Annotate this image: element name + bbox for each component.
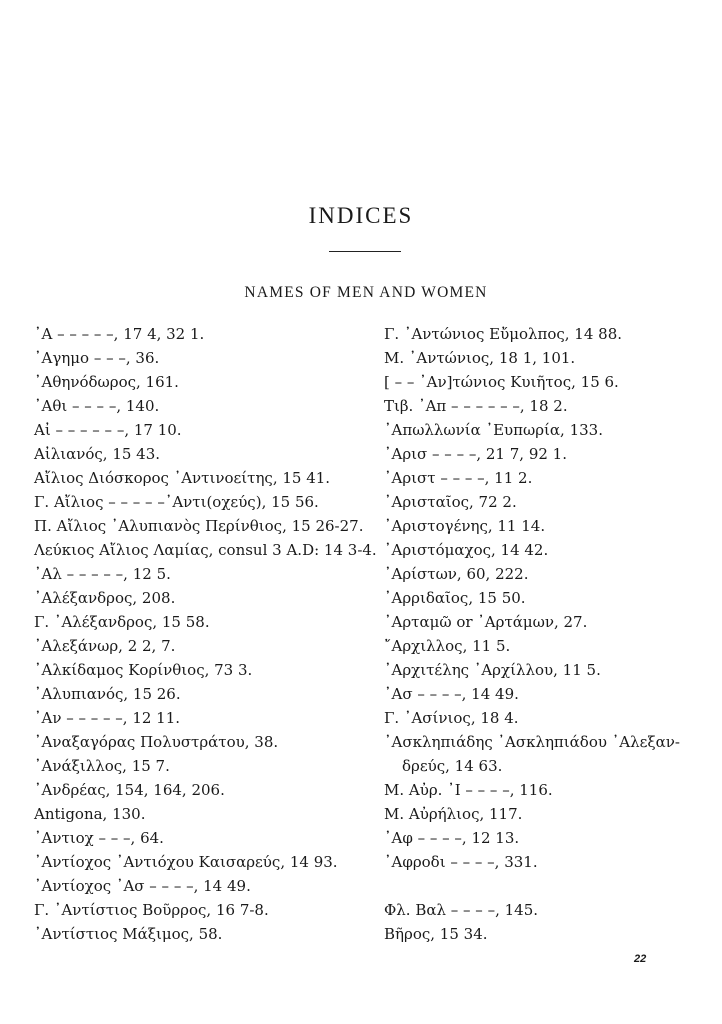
index-entry: ᾿Απωλλωνία ᾿Ευπωρία, 133.: [384, 421, 603, 439]
index-entry: ᾿Αντίοχος ᾿Αντιόχου Καισαρεύς, 14 93.: [34, 853, 338, 871]
index-entry: ᾿Ανάξιλλος, 15 7.: [34, 757, 170, 775]
index-entry: Φλ. Βαλ – – – –, 145.: [384, 901, 539, 919]
page-title: INDICES: [308, 203, 414, 228]
index-column-left: [34, 322, 377, 946]
index-entry: Βῆρος, 15 34.: [384, 925, 488, 943]
section-heading: NAMES OF MEN AND WOMEN: [244, 284, 488, 301]
index-column-right: [384, 322, 704, 946]
index-entry: ᾿Ασ – – – –, 14 49.: [384, 685, 519, 703]
index-entry: ᾿Αν – – – – –, 12 11.: [34, 709, 181, 727]
index-entry: ᾿Αρίστων, 60, 222.: [384, 565, 529, 583]
index-entry: Γ. ᾿Αλέξανδρος, 15 58.: [34, 613, 210, 631]
index-entry: ᾿Ασκληπιάδης ᾿Ασκληπιάδου ᾿Αλεξαν-: [384, 733, 680, 751]
index-entry: Π. Αἴλιος ᾿Αλυπιανὸς Περίνθιος, 15 26-27.: [34, 517, 364, 535]
index-entry: ᾿Αριστόμαχος, 14 42.: [384, 541, 549, 559]
index-entry: ῎Αρχιλλος, 11 5.: [384, 637, 511, 655]
index-entry: Μ. Αὐρήλιος, 117.: [384, 805, 523, 823]
index-entry: ᾿Αλκίδαμος Κορίνθιος, 73 3.: [34, 661, 253, 679]
index-entry: ᾿Αλεξάνωρ, 2 2, 7.: [34, 637, 176, 655]
index-entry: ᾿Αλέξανδρος, 208.: [34, 589, 176, 607]
index-entry: Γ. ᾿Αντώνιος Εὔμολπος, 14 88.: [384, 325, 623, 343]
index-entry: ᾿Αριστ – – – –, 11 2.: [384, 469, 533, 487]
index-entry: ᾿Αγημο – – –, 36.: [34, 349, 160, 367]
index-entry: ᾿Α – – – – –, 17 4, 32 1.: [34, 325, 205, 343]
index-entry: ᾿Αρχιτέλης ᾿Αρχίλλου, 11 5.: [384, 661, 601, 679]
index-entry: Λεύκιος Αἴλιος Λαμίας, consul 3 A.D: 14 3-4.: [34, 541, 377, 559]
index-entry: ᾿Αρισταῖος, 72 2.: [384, 493, 517, 511]
page-number: 22: [634, 953, 647, 965]
index-entry: ᾿Αναξαγόρας Πολυστράτου, 38.: [34, 733, 279, 751]
index-entry: Antigona, 130.: [34, 805, 146, 823]
index-entry: ᾿Αφροδι – – – –, 331.: [384, 853, 538, 871]
index-entry: ᾿Αλυπιανός, 15 26.: [34, 685, 181, 703]
index-entry: ᾿Αντίοχος ᾿Ασ – – – –, 14 49.: [34, 877, 251, 895]
index-entry: Αἴλιος Διόσκορος ᾿Αντινοείτης, 15 41.: [34, 469, 331, 487]
index-entry: ᾿Αλ – – – – –, 12 5.: [34, 565, 171, 583]
index-entry: ᾿Ανδρέας, 154, 164, 206.: [34, 781, 225, 799]
index-entry: Μ. Αὐρ. ᾿Ι – – – –, 116.: [384, 781, 553, 799]
index-entry: Αἰ – – – – – –, 17 10.: [34, 421, 182, 439]
index-entry: Τιβ. ᾿Απ – – – – – –, 18 2.: [384, 397, 568, 415]
index-entry: Αἰλιανός, 15 43.: [34, 445, 161, 463]
index-entry: δρεύς, 14 63.: [402, 757, 503, 775]
index-entry: ᾿Αντιοχ – – –, 64.: [34, 829, 164, 847]
index-entry: ᾿Αρισ – – – –, 21 7, 92 1.: [384, 445, 567, 463]
index-entry: ᾿Αντίστιος Μάξιμος, 58.: [34, 925, 223, 943]
index-entry: [ – – ᾿Αν]τώνιος Κυιῆτος, 15 6.: [384, 373, 619, 391]
index-entry: ᾿Αρριδαῖος, 15 50.: [384, 589, 526, 607]
title-rule: [329, 251, 401, 252]
index-entry: ᾿Αθι – – – –, 140.: [34, 397, 160, 415]
index-entry: Γ. ᾿Ασίνιος, 18 4.: [384, 709, 519, 727]
index-entry: Γ. Αἴλιος – – – – –᾿Αντι(οχεύς), 15 56.: [34, 493, 319, 511]
index-entry: ᾿Αθηνόδωρος, 161.: [34, 373, 179, 391]
index-entry: ᾿Αρταμῶ or ᾿Αρτάμων, 27.: [384, 613, 588, 631]
index-entry: ᾿Αριστογένης, 11 14.: [384, 517, 546, 535]
index-entry: ᾿Αφ – – – –, 12 13.: [384, 829, 520, 847]
index-entry: Γ. ᾿Αντίστιος Βοῦρρος, 16 7-8.: [34, 901, 269, 919]
index-entry: [384, 874, 704, 898]
index-entry: Μ. ᾿Αντώνιος, 18 1, 101.: [384, 349, 576, 367]
